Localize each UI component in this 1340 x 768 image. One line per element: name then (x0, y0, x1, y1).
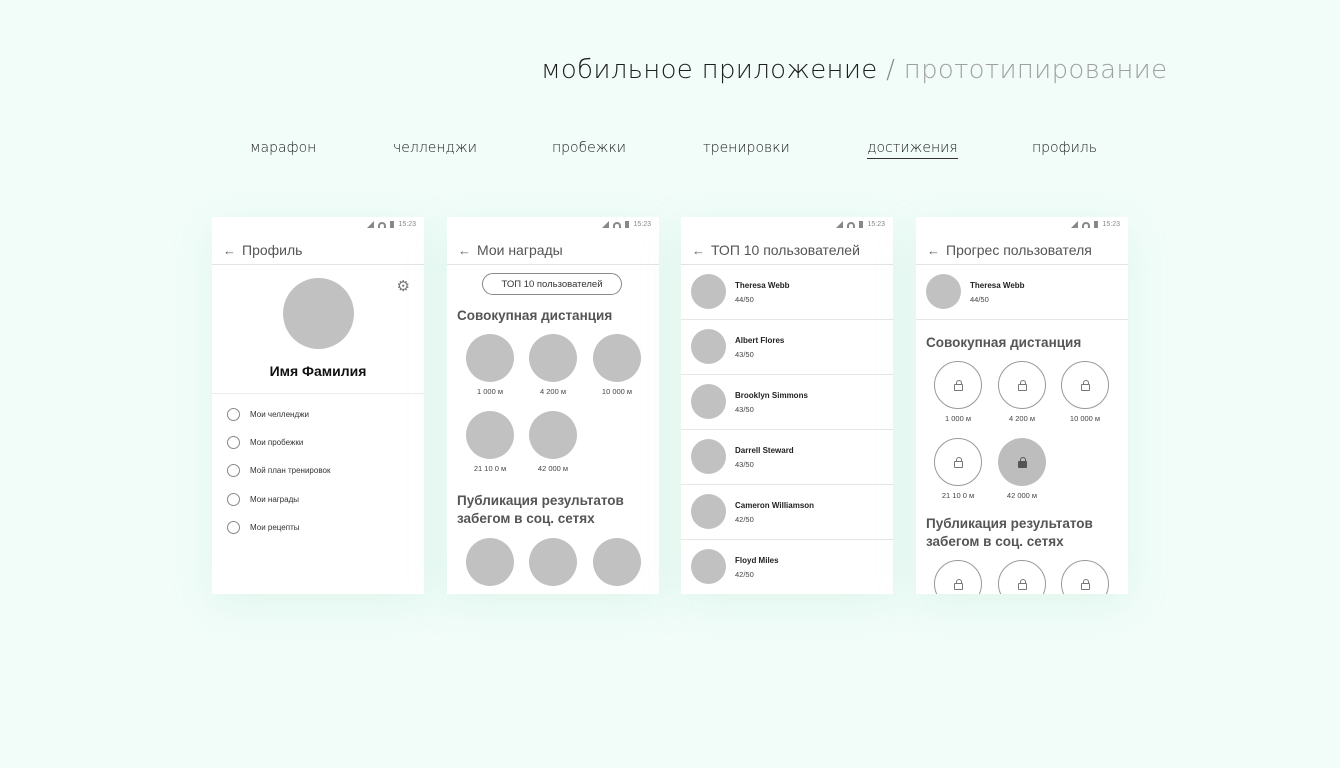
radio-icon[interactable] (227, 436, 240, 449)
section-heading: Совокупная дистанция (926, 335, 1082, 350)
user-score: 42/50 (735, 570, 754, 579)
avatar (926, 274, 961, 309)
page-title (541, 55, 1167, 85)
menu-item-label: Мои рецепты (250, 523, 300, 532)
nav-runs[interactable]: пробежки (552, 140, 627, 156)
user-name: Имя Фамилия (269, 363, 367, 379)
lock-icon (1018, 461, 1027, 468)
badge-label: 4 200 м (539, 387, 566, 396)
award-badge[interactable] (593, 538, 641, 586)
badge-label: 21 10 0 м (473, 464, 507, 473)
screen-title: Профиль (242, 242, 303, 258)
signal-icon (367, 221, 374, 228)
wifi-icon (1082, 222, 1090, 228)
title-main: мобильное приложение (541, 55, 878, 85)
screen-title: ТОП 10 пользователей (711, 242, 860, 258)
badge-label: 42 000 м (1006, 491, 1038, 500)
lock-icon (1081, 384, 1090, 391)
section-heading: Совокупная дистанция (457, 308, 613, 323)
screen-title: Прогрес пользователя (946, 242, 1092, 258)
avatar (691, 329, 726, 364)
badge-label: 10 000 м (601, 387, 633, 396)
lock-icon (1081, 583, 1090, 590)
back-arrow-icon[interactable]: ← (223, 242, 236, 258)
signal-icon (836, 221, 843, 228)
nav-achievements[interactable]: достижения (867, 140, 958, 159)
signal-icon (602, 221, 609, 228)
award-badge[interactable] (466, 334, 514, 382)
avatar (691, 384, 726, 419)
user-name: Darrell Steward (735, 446, 794, 455)
nav-marathon[interactable]: марафон (250, 140, 317, 156)
divider (212, 393, 424, 394)
wifi-icon (613, 222, 621, 228)
status-time: 15:23 (398, 221, 416, 228)
battery-icon (390, 221, 394, 228)
user-name: Floyd Miles (735, 556, 779, 565)
signal-icon (1071, 221, 1078, 228)
list-item[interactable] (681, 264, 893, 320)
user-score: 43/50 (735, 460, 754, 469)
menu-item-training-plan[interactable] (227, 464, 330, 477)
lock-icon (954, 461, 963, 468)
screen-title: Мои награды (477, 242, 563, 258)
menu-item-awards[interactable] (227, 493, 299, 506)
radio-icon[interactable] (227, 464, 240, 477)
status-bar (367, 221, 416, 228)
user-header (916, 264, 1128, 320)
list-item[interactable] (681, 484, 893, 540)
app-bar (212, 236, 424, 265)
user-name: Brooklyn Simmons (735, 391, 808, 400)
title-sub: прототипирование (903, 55, 1168, 85)
user-score: 44/50 (735, 295, 754, 304)
radio-icon[interactable] (227, 493, 240, 506)
nav-challenges[interactable]: челленджи (393, 140, 477, 156)
app-bar (447, 236, 659, 265)
award-badge[interactable] (529, 411, 577, 459)
menu-item-label: Мои награды (250, 495, 299, 504)
locked-badge[interactable] (934, 560, 982, 594)
user-name: Theresa Webb (970, 281, 1025, 290)
list-item[interactable] (681, 429, 893, 485)
list-item[interactable] (681, 374, 893, 430)
screen-profile (212, 217, 424, 594)
status-time: 15:23 (633, 221, 651, 228)
award-badge[interactable] (466, 538, 514, 586)
avatar (691, 274, 726, 309)
section-heading: забегом в соц. сетях (926, 534, 1064, 549)
badge-label: 21 10 0 м (941, 491, 975, 500)
app-bar (916, 236, 1128, 265)
avatar[interactable] (283, 278, 354, 349)
battery-icon (859, 221, 863, 228)
user-score: 44/50 (970, 295, 989, 304)
battery-icon (625, 221, 629, 228)
nav-trainings[interactable]: тренировки (703, 140, 790, 156)
locked-badge[interactable] (1061, 361, 1109, 409)
top-nav (0, 140, 1340, 170)
locked-badge[interactable] (998, 361, 1046, 409)
status-bar (1071, 221, 1120, 228)
menu-item-recipes[interactable] (227, 521, 299, 534)
badge-label: 1 000 м (476, 387, 503, 396)
avatar (691, 494, 726, 529)
user-score: 42/50 (735, 515, 754, 524)
award-badge[interactable] (529, 538, 577, 586)
section-heading: Публикация результатов (926, 516, 1093, 531)
lock-icon (1018, 384, 1027, 391)
radio-icon[interactable] (227, 521, 240, 534)
user-score: 43/50 (735, 350, 754, 359)
back-arrow-icon[interactable]: ← (692, 242, 705, 258)
back-arrow-icon[interactable]: ← (927, 242, 940, 258)
screen-top10 (681, 217, 893, 594)
lock-icon (954, 384, 963, 391)
locked-badge[interactable] (934, 361, 982, 409)
award-badge[interactable] (466, 411, 514, 459)
locked-badge[interactable] (1061, 560, 1109, 594)
badge-label: 10 000 м (1069, 414, 1101, 423)
menu-item-challenges[interactable] (227, 408, 309, 421)
screen-progress (916, 217, 1128, 594)
user-name: Albert Flores (735, 336, 785, 345)
status-bar (836, 221, 885, 228)
user-name: Theresa Webb (735, 281, 790, 290)
menu-item-label: Мои челленджи (250, 410, 309, 419)
user-score: 43/50 (735, 405, 754, 414)
lock-icon (1018, 583, 1027, 590)
wifi-icon (378, 222, 386, 228)
menu-item-label: Мои пробежки (250, 438, 304, 447)
list-item[interactable] (681, 319, 893, 375)
avatar (691, 549, 726, 584)
locked-badge[interactable] (934, 438, 982, 486)
menu-item-label: Мой план тренировок (250, 466, 331, 475)
avatar (691, 439, 726, 474)
battery-icon (1094, 221, 1098, 228)
radio-icon[interactable] (227, 408, 240, 421)
wifi-icon (847, 222, 855, 228)
status-time: 15:23 (867, 221, 885, 228)
app-bar (681, 236, 893, 265)
locked-badge[interactable] (998, 560, 1046, 594)
user-name: Cameron Williamson (735, 501, 815, 510)
award-badge[interactable] (593, 334, 641, 382)
locked-badge[interactable] (998, 438, 1046, 486)
section-heading: Публикация результатов (457, 493, 624, 508)
gear-icon[interactable]: ⚙ (396, 278, 410, 295)
status-time: 15:23 (1102, 221, 1120, 228)
status-bar (602, 221, 651, 228)
lock-icon (954, 583, 963, 590)
badge-label: 1 000 м (944, 414, 971, 423)
badge-label: 42 000 м (537, 464, 569, 473)
award-badge[interactable] (529, 334, 577, 382)
list-item[interactable] (681, 539, 893, 594)
title-separator: / (886, 55, 896, 85)
section-heading: забегом в соц. сетях (457, 511, 595, 526)
menu-item-runs[interactable] (227, 436, 303, 449)
badge-label: 4 200 м (1008, 414, 1035, 423)
back-arrow-icon[interactable]: ← (458, 242, 471, 258)
screen-awards (447, 217, 659, 594)
top10-button[interactable]: ТОП 10 пользователей (482, 273, 622, 295)
nav-profile[interactable]: профиль (1032, 140, 1097, 156)
